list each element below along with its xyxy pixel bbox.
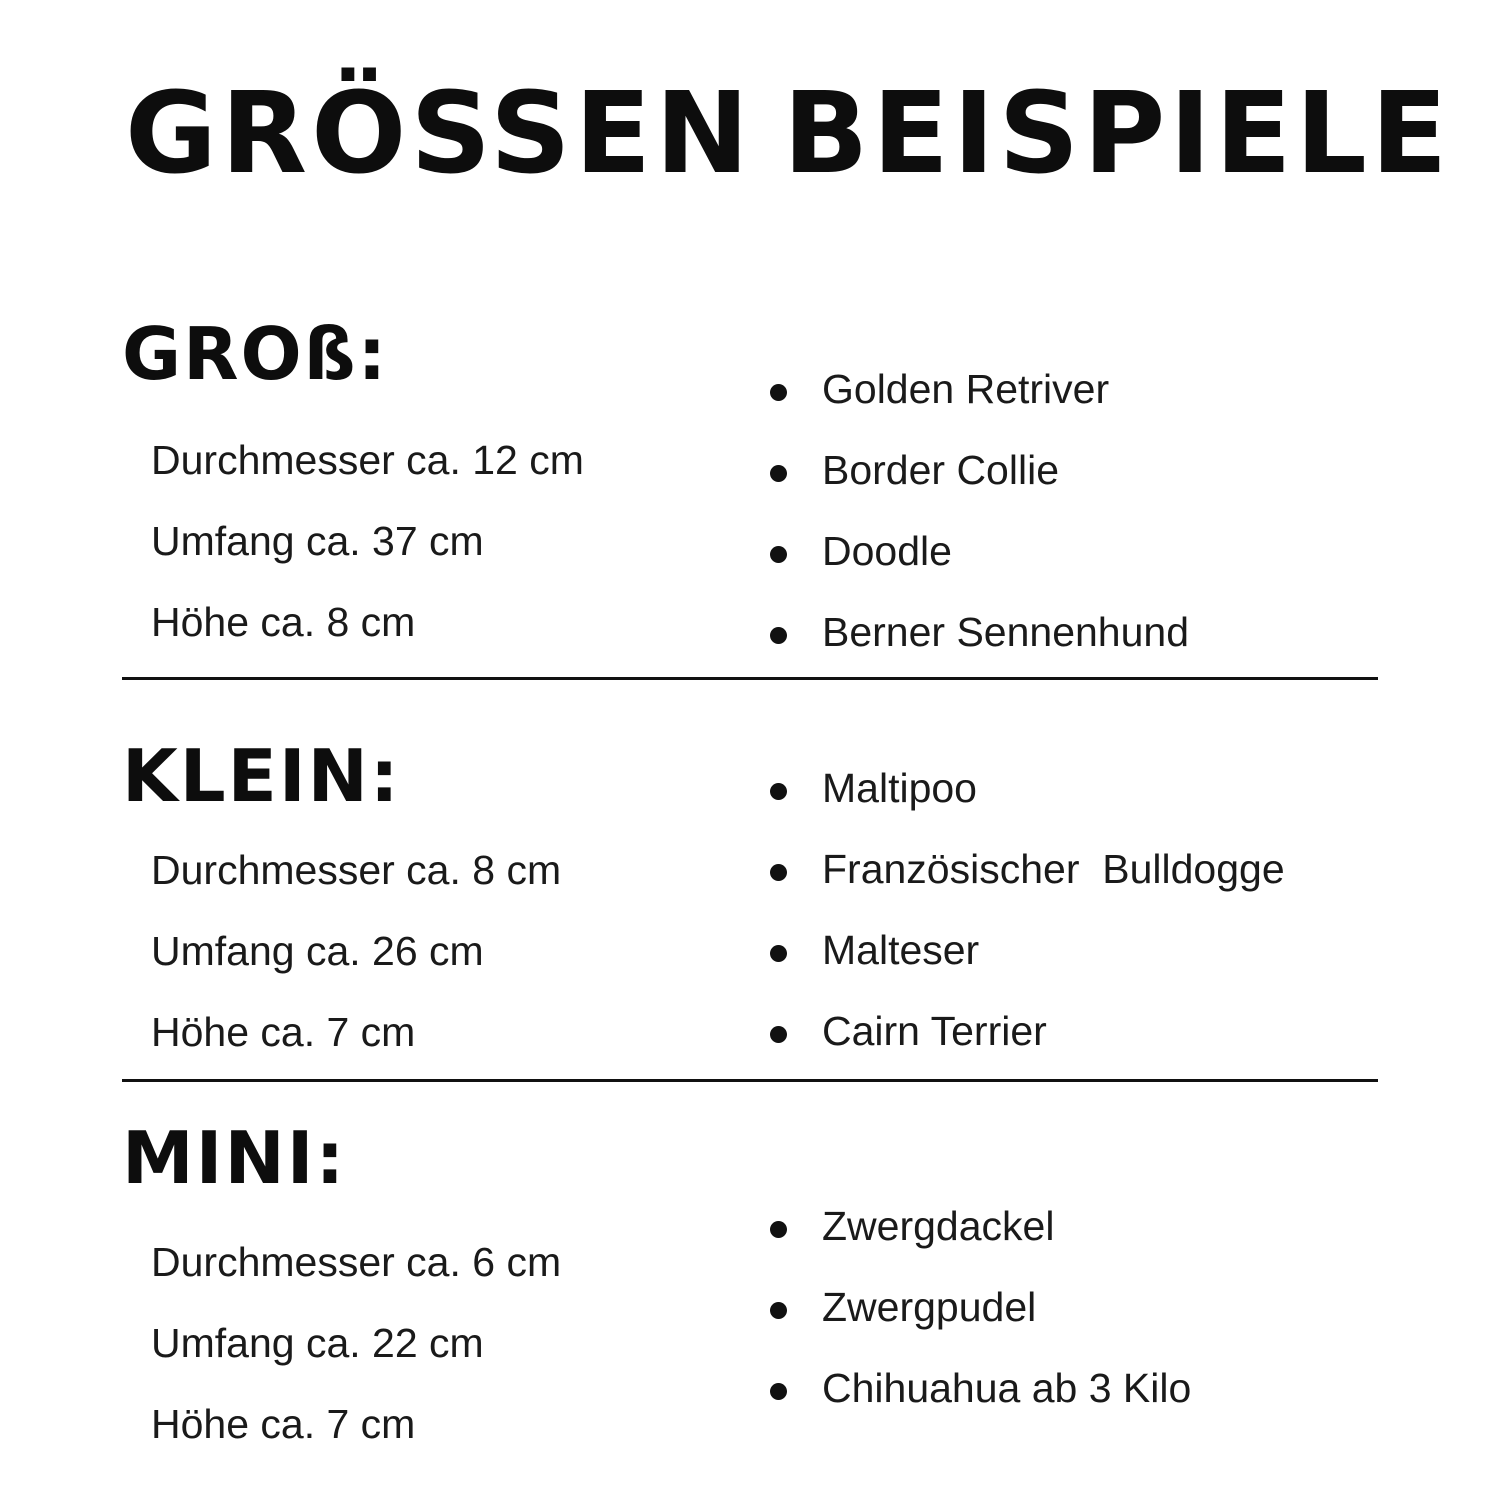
spec-height-gross: Höhe ca. 8 cm — [151, 599, 416, 645]
section-title-mini: MINI: — [122, 1116, 347, 1200]
bullet-icon — [770, 783, 787, 800]
spec-height-mini: Höhe ca. 7 cm — [151, 1401, 416, 1447]
bullet-icon — [770, 465, 787, 482]
spec-diameter-klein: Durchmesser ca. 8 cm — [151, 847, 562, 893]
section-title-gross: GROß: — [122, 312, 389, 396]
bullet-icon — [770, 1383, 787, 1400]
examples-header: BEISPIELE — [783, 69, 1452, 199]
divider — [122, 677, 1378, 680]
spec-circumference-klein: Umfang ca. 26 cm — [151, 928, 484, 974]
bullet-icon — [770, 627, 787, 644]
section-title-klein: KLEIN: — [122, 734, 401, 818]
bullet-icon — [770, 1026, 787, 1043]
bullet-icon — [770, 384, 787, 401]
spec-height-klein: Höhe ca. 7 cm — [151, 1009, 416, 1055]
bullet-icon — [770, 945, 787, 962]
spec-diameter-gross: Durchmesser ca. 12 cm — [151, 437, 584, 483]
bullet-icon — [770, 1221, 787, 1238]
bullet-icon — [770, 1302, 787, 1319]
bullet-icon — [770, 864, 787, 881]
spec-diameter-mini: Durchmesser ca. 6 cm — [151, 1239, 562, 1285]
divider — [122, 1079, 1378, 1082]
spec-circumference-gross: Umfang ca. 37 cm — [151, 518, 484, 564]
sizes-header: GRÖSSEN — [125, 69, 753, 199]
spec-circumference-mini: Umfang ca. 22 cm — [151, 1320, 484, 1366]
bullet-icon — [770, 546, 787, 563]
